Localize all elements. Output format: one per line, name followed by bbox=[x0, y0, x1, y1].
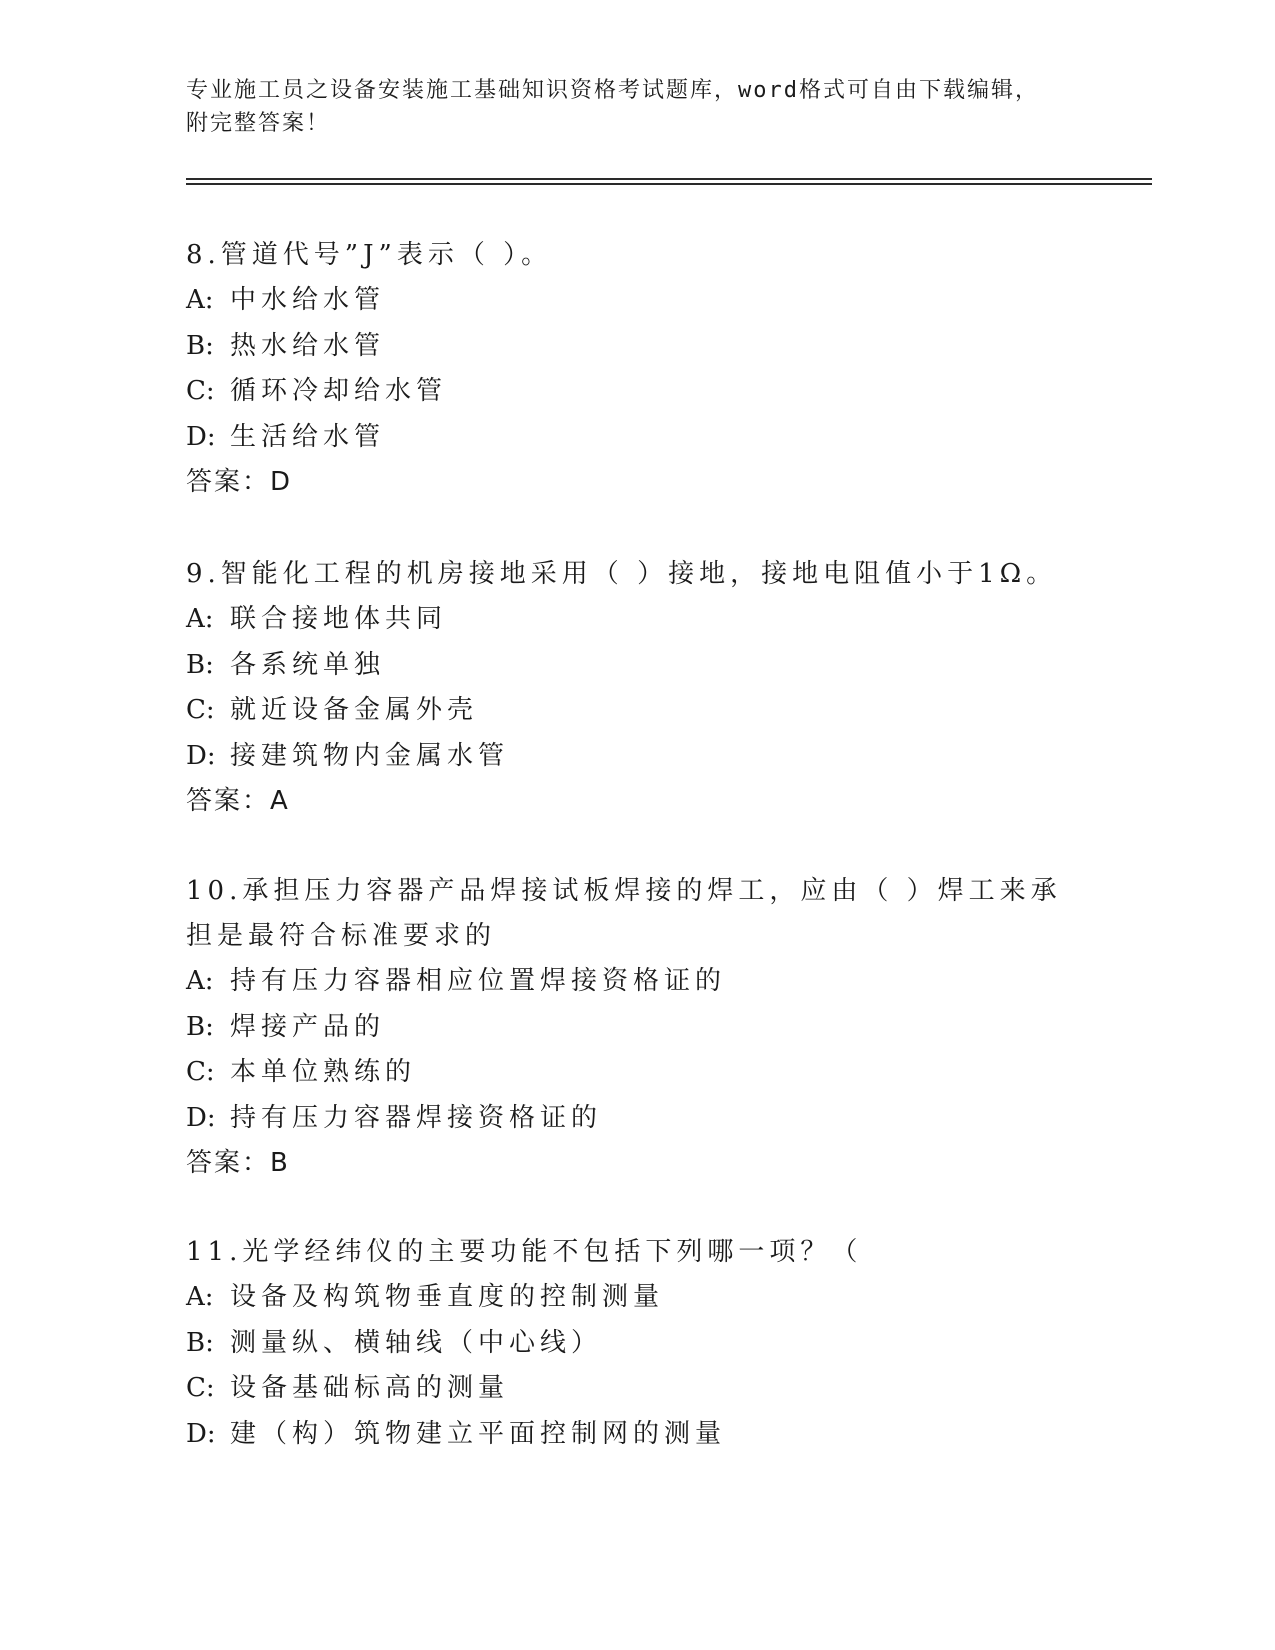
header-line-1: 专业施工员之设备安装施工基础知识资格考试题库，word格式可自由下载编辑， bbox=[186, 78, 1039, 103]
answer-line bbox=[186, 1141, 1086, 1186]
option-b bbox=[186, 643, 1086, 689]
option-text: 焊接产品的 bbox=[230, 1011, 386, 1042]
option-key: A: bbox=[186, 604, 214, 634]
option-text: 持有压力容器焊接资格证的 bbox=[230, 1102, 603, 1133]
option-c bbox=[186, 1366, 1086, 1412]
option-key: D: bbox=[186, 421, 216, 452]
option-d bbox=[186, 1412, 1086, 1458]
document-header bbox=[186, 74, 1086, 140]
option-text: 接建筑物内金属水管 bbox=[230, 740, 510, 771]
option-key: B: bbox=[186, 330, 214, 361]
option-text: 循环冷却给水管 bbox=[230, 376, 448, 406]
option-text: 中水给水管 bbox=[230, 285, 386, 315]
option-key: C: bbox=[186, 1057, 215, 1087]
option-d bbox=[186, 734, 1086, 780]
option-key: C: bbox=[186, 1373, 215, 1403]
answer-line bbox=[186, 779, 1086, 824]
option-key: D: bbox=[186, 1418, 216, 1449]
header-divider-top bbox=[186, 178, 1152, 180]
option-text: 本单位熟练的 bbox=[230, 1057, 417, 1087]
option-d bbox=[186, 415, 1086, 461]
option-a bbox=[186, 1275, 1086, 1321]
question-9 bbox=[186, 552, 1086, 824]
answer-label: 答案： bbox=[186, 786, 271, 816]
header-line-2: 附完整答案！ bbox=[186, 111, 331, 136]
answer-value: D bbox=[270, 467, 293, 497]
option-a bbox=[186, 959, 1086, 1005]
option-key: D: bbox=[186, 740, 216, 771]
question-stem: 8.管道代号”J”表示（ ）。 bbox=[186, 240, 553, 270]
question-stem: 9.智能化工程的机房接地采用（ ）接地，接地电阻值小于1Ω。 bbox=[186, 559, 1058, 589]
option-c bbox=[186, 688, 1086, 734]
answer-label: 答案： bbox=[186, 1148, 271, 1178]
question-stem: 11.光学经纬仪的主要功能不包括下列哪一项？（ bbox=[186, 1237, 863, 1267]
option-text: 设备基础标高的测量 bbox=[230, 1373, 510, 1403]
option-a bbox=[186, 597, 1086, 643]
option-text: 联合接地体共同 bbox=[230, 604, 448, 634]
question-11 bbox=[186, 1230, 1086, 1457]
option-d bbox=[186, 1096, 1086, 1142]
option-key: A: bbox=[186, 1282, 214, 1312]
option-key: C: bbox=[186, 695, 215, 725]
header-divider-bottom bbox=[186, 183, 1152, 185]
option-text: 建（构）筑物建立平面控制网的测量 bbox=[230, 1418, 727, 1449]
option-text: 各系统单独 bbox=[230, 649, 386, 680]
question-stem: 10.承担压力容器产品焊接试板焊接的焊工，应由（ ）焊工来承担是最符合标准要求的 bbox=[186, 876, 1062, 951]
option-text: 设备及构筑物垂直度的控制测量 bbox=[230, 1282, 665, 1312]
option-key: A: bbox=[186, 966, 214, 996]
option-key: B: bbox=[186, 1011, 214, 1042]
answer-value: B bbox=[270, 1148, 290, 1178]
option-c bbox=[186, 1050, 1086, 1096]
answer-value: A bbox=[270, 786, 290, 816]
option-text: 持有压力容器相应位置焊接资格证的 bbox=[230, 966, 727, 996]
option-key: A: bbox=[186, 285, 214, 315]
question-10 bbox=[186, 869, 1086, 1186]
option-text: 就近设备金属外壳 bbox=[230, 695, 479, 725]
option-text: 生活给水管 bbox=[230, 421, 386, 452]
question-8 bbox=[186, 233, 1086, 505]
option-text: 热水给水管 bbox=[230, 330, 386, 361]
option-b bbox=[186, 1321, 1086, 1367]
option-key: B: bbox=[186, 1327, 214, 1358]
option-b bbox=[186, 324, 1086, 370]
option-key: D: bbox=[186, 1102, 216, 1133]
option-key: B: bbox=[186, 649, 214, 680]
option-key: C: bbox=[186, 376, 215, 406]
option-text: 测量纵、横轴线（中心线） bbox=[230, 1327, 603, 1358]
option-c bbox=[186, 369, 1086, 415]
option-a bbox=[186, 278, 1086, 324]
answer-line bbox=[186, 460, 1086, 505]
option-b bbox=[186, 1005, 1086, 1051]
answer-label: 答案： bbox=[186, 467, 271, 497]
